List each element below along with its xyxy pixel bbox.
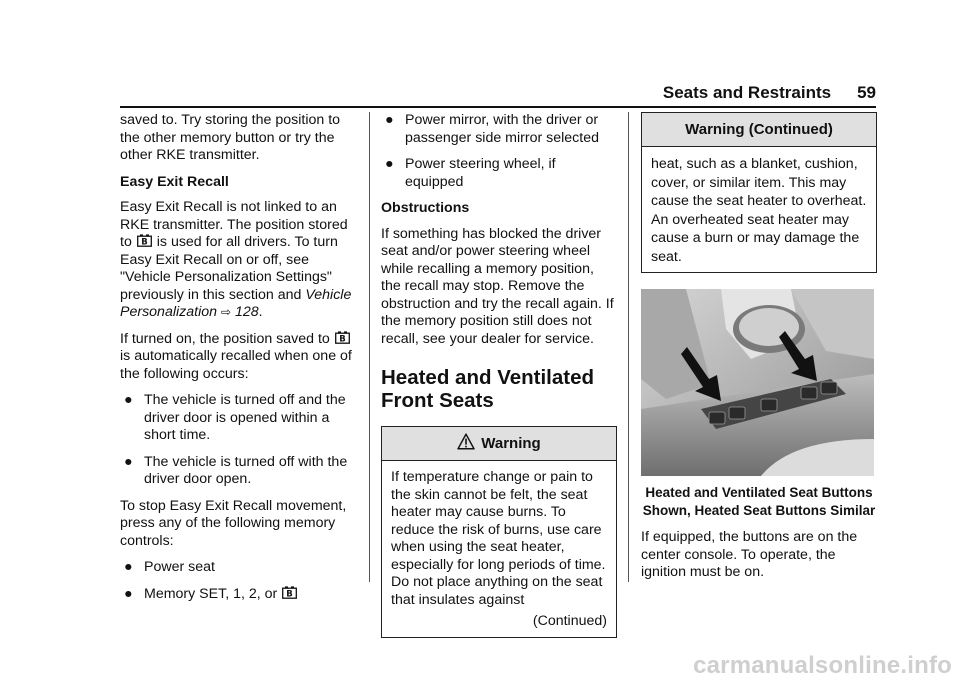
column-1 [120,112,357,612]
column-divider [628,112,629,582]
paragraph: Easy Exit Recall is not linked to an RKE transmitter. The position stored to B is used for all drivers. To turn Easy Exit Recall on or off, see "Vehicle Personalization Settings" previously in this section and Vehicle Personalization ⇨ 128. [120,199,352,320]
running-header [640,83,876,105]
text: is automatically recalled when one of the following occurs: [120,348,352,382]
list-item-text: Memory SET, 1, 2, or [144,585,278,602]
warning-body [382,461,616,637]
warning-title: Warning [481,435,541,452]
list-item-text: The vehicle is turned off and the driver door is opened within a short time. [144,392,346,443]
list-item-text: The vehicle is turned off with the driver door open. [144,453,348,487]
reference-page: 128 [234,304,259,320]
section-title: Seats and Restraints [662,83,832,102]
text: Easy Exit Recall is not linked to an RKE transmitter. The position stored to [120,199,348,250]
page-number: 59 [857,83,876,102]
warning-text: heat, such as a blanket, cushion, cover, or similar item. This may cause the seat heater to overheat. An overheated seat heater may cause a burn or may damage the seat. [651,156,867,265]
subheading-easy-exit-recall: Easy Exit Recall [120,173,229,190]
paragraph: If equipped, the buttons are on the center console. To operate, the ignition must be on. [641,529,858,580]
subheading-obstructions: Obstructions [381,200,470,216]
svg-text:B: B [141,237,148,247]
memory-b-icon [335,331,350,344]
continued-label: (Continued) [532,613,607,629]
reference-title: Vehicle Personalization [120,286,352,320]
warning-header [382,427,616,461]
warning-text: If temperature change or pain to the skin cannot be felt, the seat heater may cause burns. To reduce the risk of burns, use care when using the seat heater, especially for long periods of time. Do not place anything on the seat that insulates against [391,469,606,608]
warning-header: Warning (Continued) [642,113,876,147]
list-item: ● Power steering wheel, if equipped [385,156,556,190]
warning-body [642,147,876,272]
header-rule [120,106,876,108]
list-item: ● The vehicle is turned off with the driver door open. [124,453,348,487]
list-item: ● Memory SET, 1, 2, or B [120,586,357,604]
warning-box-continued [641,112,877,273]
list-item: ● Power mirror, with the driver or passenger side mirror selected [385,112,599,146]
list-item: ● The vehicle is turned off and the driver door is opened within a short time. [124,392,346,443]
memory-b-icon [282,586,297,599]
column-divider [369,112,370,582]
paragraph: To stop Easy Exit Recall movement, press any of the following memory controls: [120,497,347,549]
list-item-text: Power steering wheel, if equipped [405,156,556,190]
figure-caption: Heated and Ventilated Seat Buttons Shown, Heated Seat Buttons Similar [642,485,876,518]
warning-triangle-icon [457,433,475,450]
svg-text:B: B [339,334,346,344]
paragraph: saved to. Try storing the position to the other memory button or try the other RKE transmitter. [120,112,341,163]
memory-b-icon [137,234,152,247]
paragraph: If something has blocked the driver seat and/or power steering wheel while recalling a memory position, the recall may stop. Remove the obstruction and try the recall again. If the memory position still does not recall, see your dealer for service. [381,225,614,347]
column-2 [381,112,617,654]
column-3 [641,112,877,591]
svg-text:B: B [286,589,293,599]
list-item: ● Power seat [124,559,215,575]
reference-arrow-icon: ⇨ [220,305,232,319]
text: If turned on, the position saved to [120,330,330,347]
list-item-text: Power seat [144,559,215,575]
paragraph [120,331,357,384]
section-heading: Heated and Ventilated Front Seats [381,366,595,412]
watermark: carmanualsonline.info [693,652,952,679]
seat-buttons-photo [641,289,874,476]
warning-box [381,426,617,638]
text: is used for all drivers. To turn Easy Exit Recall on or off, see "Vehicle Personalization Settings" previously in this section and [120,234,338,303]
list-item-text: Power mirror, with the driver or passenger side mirror selected [405,112,599,146]
